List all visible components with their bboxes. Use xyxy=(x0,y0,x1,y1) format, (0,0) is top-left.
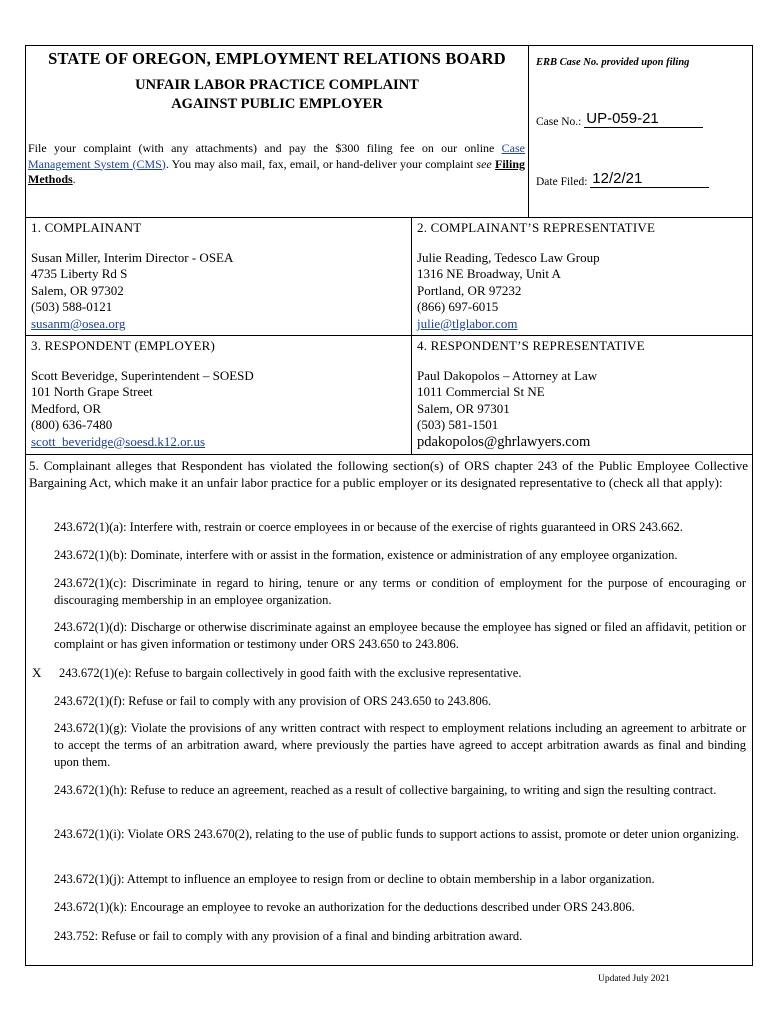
form-title xyxy=(26,76,528,114)
respondent-name[interactable]: Scott Beveridge, Superintendent – SOESD xyxy=(31,367,254,383)
complainant-rep-city[interactable]: Portland, OR 97232 xyxy=(417,282,522,298)
complainant-address[interactable]: 4735 Liberty Rd S xyxy=(31,266,128,281)
complainant-name[interactable]: Susan Miller, Interim Director - OSEA xyxy=(31,249,234,265)
respondent-address[interactable]: 101 North Grape Street xyxy=(31,384,153,399)
respondent-phone[interactable]: (800) 636-7480 xyxy=(31,417,113,432)
violation-option-d[interactable]: 243.672(1)(d): Discharge or otherwise discriminate against an employee because the employee has signed or filed an affidavit, petition or complaint or has given information or testimony under ORS 243.650 to 243.806. xyxy=(54,620,746,651)
violation-option-e[interactable]: 243.672(1)(e): Refuse to bargain collectively in good faith with the exclusive representative. xyxy=(59,666,522,680)
date-filed-field[interactable]: 12/2/21 xyxy=(590,170,709,188)
respondent-rep-city[interactable]: Salem, OR 97301 xyxy=(417,400,510,416)
header-left xyxy=(26,46,529,217)
violation-option-g[interactable]: 243.672(1)(g): Violate the provisions of any written contract with respect to employment relations including an agreement to arbitrate or to accept the terms of an arbitration award, where previously the parties have agreed to accept arbitration awards as final and binding upon them. xyxy=(54,721,746,769)
instructions-see: see xyxy=(476,156,492,171)
complainant-rep-heading: 2. COMPLAINANT’S REPRESENTATIVE xyxy=(417,220,656,235)
violation-option-i[interactable]: 243.672(1)(i): Violate ORS 243.670(2), relating to the use of public funds to support actions to assist, promote or deter union organizing. xyxy=(54,827,740,841)
case-number-row xyxy=(536,110,703,128)
violation-option-c[interactable]: 243.672(1)(c): Discriminate in regard to hiring, tenure or any terms or condition of employment for the purpose of encouraging or discouraging membership in an employee organization. xyxy=(54,576,746,607)
respondent-rep-phone[interactable]: (503) 581-1501 xyxy=(417,417,499,432)
respondent-city[interactable]: Medford, OR xyxy=(31,400,102,416)
respondent-rep-box xyxy=(412,336,752,455)
respondent-rep-address[interactable]: 1011 Commercial St NE xyxy=(417,384,545,399)
violation-option-j[interactable]: 243.672(1)(j): Attempt to influence an employee to resign from or decline to obtain membership in a labor organization. xyxy=(54,872,655,886)
violations-section xyxy=(26,454,752,965)
erb-case-note: ERB Case No. provided upon filing xyxy=(536,57,690,68)
respondent-rep-email[interactable]: pdakopolos@ghrlawyers.com xyxy=(417,433,591,450)
respondent-rep-name[interactable]: Paul Dakopolos – Attorney at Law xyxy=(417,367,598,383)
header-right xyxy=(528,46,752,217)
instructions-text-2: . You may also mail, fax, email, or hand-deliver your complaint xyxy=(165,156,477,171)
complainant-rep-box xyxy=(412,218,752,336)
instructions-end: . xyxy=(72,172,76,186)
violation-option-k[interactable]: 243.672(1)(k): Encourage an employee to revoke an authorization for the deductions described under ORS 243.806. xyxy=(54,900,635,914)
complaint-form xyxy=(25,45,753,966)
case-number-label: Case No.: xyxy=(536,116,582,128)
selected-check-mark[interactable]: X xyxy=(32,665,42,680)
respondent-email[interactable]: scott_beveridge@soesd.k12.or.us xyxy=(31,433,206,449)
filing-methods-link[interactable]: Filing Methods xyxy=(28,156,526,186)
respondent-heading: 3. RESPONDENT (EMPLOYER) xyxy=(31,338,216,353)
parties-grid xyxy=(26,217,752,455)
instructions-text-1: File your complaint (with any attachments) and pay the $300 filing fee on our online xyxy=(28,141,502,155)
complainant-phone[interactable]: (503) 588-0121 xyxy=(31,299,113,314)
violation-option-b[interactable]: 243.672(1)(b): Dominate, interfere with or assist in the formation, existence or administration of any employee organization. xyxy=(54,548,678,562)
violation-option-arbitration[interactable]: 243.752: Refuse or fail to comply with any provision of a final and binding arbitration award. xyxy=(54,929,523,943)
date-filed-row xyxy=(536,170,709,188)
form-title-line1: UNFAIR LABOR PRACTICE COMPLAINT xyxy=(135,77,419,93)
respondent-box xyxy=(26,336,412,455)
respondent-rep-heading: 4. RESPONDENT’S REPRESENTATIVE xyxy=(417,338,645,353)
form-agency-title: STATE OF OREGON, EMPLOYMENT RELATIONS BOARD xyxy=(48,49,506,68)
complainant-rep-email[interactable]: julie@tlglabor.com xyxy=(417,315,518,331)
violation-option-f[interactable]: 243.672(1)(f): Refuse or fail to comply with any provision of ORS 243.650 to 243.806. xyxy=(54,694,492,708)
form-title-line2: AGAINST PUBLIC EMPLOYER xyxy=(171,96,383,112)
updated-note: Updated July 2021 xyxy=(598,974,670,984)
case-number-field[interactable]: UP-059-21 xyxy=(584,110,703,128)
complainant-rep-phone[interactable]: (866) 697-6015 xyxy=(417,299,499,314)
violation-option-h[interactable]: 243.672(1)(h): Refuse to reduce an agreement, reached as a result of collective bargaining, to writing and sign the resulting contract. xyxy=(54,783,717,797)
complainant-heading: 1. COMPLAINANT xyxy=(31,220,142,235)
violation-option-a[interactable]: 243.672(1)(a): Interfere with, restrain or coerce employees in or because of the exercise of rights guaranteed in ORS 243.662. xyxy=(54,520,683,534)
complainant-email[interactable]: susanm@osea.org xyxy=(31,315,126,331)
complainant-city[interactable]: Salem, OR 97302 xyxy=(31,282,124,298)
filing-instructions xyxy=(28,141,525,188)
complainant-box xyxy=(26,218,412,336)
violations-intro: 5. Complainant alleges that Respondent has violated the following section(s) of ORS chapter 243 of the Public Employee Collective Bargaining Act, which make it an unfair labor practice for a public employer or its designated representative to (check all that apply): xyxy=(29,458,748,490)
cms-link[interactable]: Case Management System (CMS) xyxy=(28,141,525,171)
complainant-rep-name[interactable]: Julie Reading, Tedesco Law Group xyxy=(417,249,600,265)
date-filed-label: Date Filed: xyxy=(536,176,588,188)
complainant-rep-address[interactable]: 1316 NE Broadway, Unit A xyxy=(417,266,561,281)
